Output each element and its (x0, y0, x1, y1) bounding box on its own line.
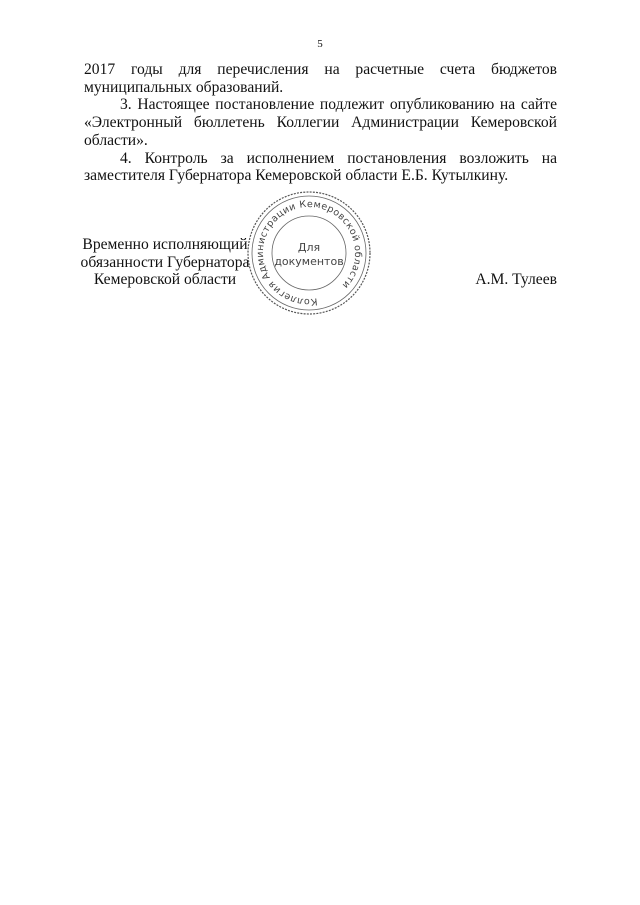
position-line: Временно исполняющий (82, 236, 248, 253)
position-line: Кемеровской области (93, 271, 237, 288)
text-line: «Электронный бюллетень Коллегии Администрации Кемеровской (84, 114, 557, 132)
text-line: муниципальных образований. (84, 78, 284, 96)
page-number: 5 (317, 38, 323, 50)
text-line: области». (84, 131, 148, 149)
stamp-ring-text: Коллегия Администрации Кемеровской области (254, 198, 364, 308)
stamp-center-line: документов (274, 255, 344, 268)
text-line: заместителя Губернатора Кемеровской области Е.Б. Кутылкину. (84, 167, 509, 185)
text-line: 2017 годы для перечисления на расчетные счета бюджетов (84, 61, 557, 78)
official-stamp (246, 190, 372, 316)
stamp-center-line: Для (297, 241, 321, 254)
text-line: 4. Контроль за исполнением постановления возложить на (120, 149, 557, 167)
signatory-name: А.М. Тулеев (475, 271, 557, 288)
text-line: 3. Настоящее постановление подлежит опубликованию на сайте (120, 96, 557, 114)
document-body (84, 61, 557, 185)
position-line: обязанности Губернатора (80, 253, 250, 271)
signatory-position (70, 236, 260, 289)
